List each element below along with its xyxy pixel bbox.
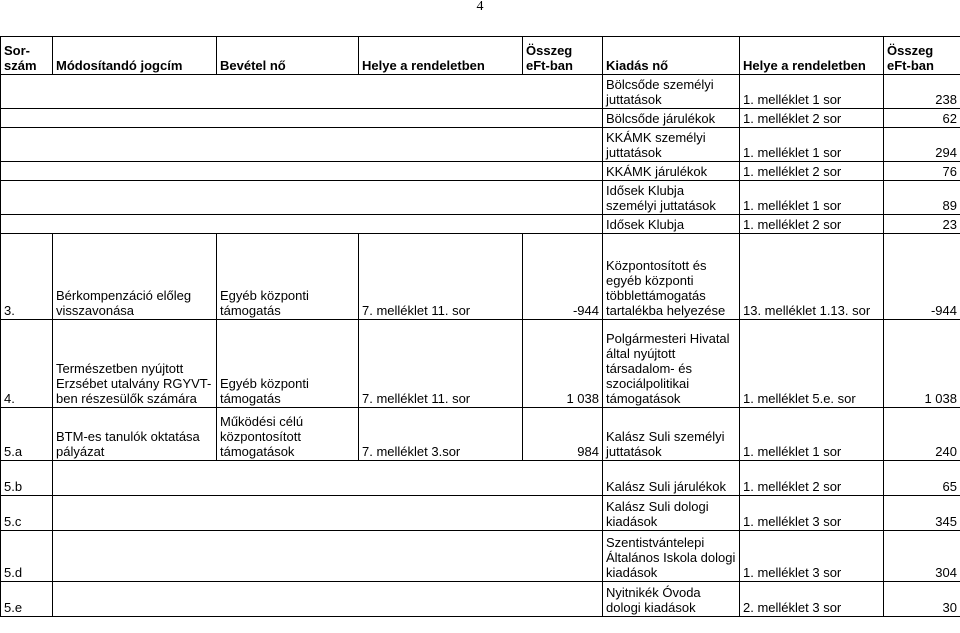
kiadas-cell: Bölcsőde személyi juttatások [603, 75, 740, 109]
table-row [1, 128, 960, 162]
header-helye-kiadas: Helye a rendeletben [740, 37, 884, 75]
sorszam-cell: 5.d [1, 531, 53, 582]
budget-modification-table [0, 36, 960, 617]
helye-cell: 7. melléklet 3.sor [359, 408, 523, 461]
helye-cell: 1. melléklet 2 sor [740, 109, 884, 128]
helye-cell: 1. melléklet 3 sor [740, 531, 884, 582]
osszeg-cell: 1 038 [884, 320, 960, 408]
osszeg-cell: 1 038 [523, 320, 603, 408]
helye-cell: 1. melléklet 1 sor [740, 75, 884, 109]
kiadas-cell: Kalász Suli járulékok [603, 461, 740, 496]
kiadas-cell: Kalász Suli dologi kiadások [603, 496, 740, 531]
osszeg-cell: 76 [884, 162, 960, 181]
table-row [1, 162, 960, 181]
sorszam-cell: 5.b [1, 461, 53, 496]
header-osszeg-kiadas: Összeg eFt-ban [884, 37, 960, 75]
helye-cell: 1. melléklet 1 sor [740, 408, 884, 461]
header-bevetel: Bevétel nő [217, 37, 359, 75]
table-row [1, 531, 960, 582]
osszeg-cell: 345 [884, 496, 960, 531]
empty-cell [1, 128, 603, 162]
sorszam-cell: 5.c [1, 496, 53, 531]
helye-cell: 1. melléklet 2 sor [740, 461, 884, 496]
kiadas-cell: Idősek Klubja [603, 215, 740, 234]
kiadas-cell: Idősek Klubja személyi juttatások [603, 181, 740, 215]
osszeg-cell: 294 [884, 128, 960, 162]
empty-cell [53, 496, 603, 531]
helye-cell: 7. melléklet 11. sor [359, 234, 523, 320]
bevetel-cell: Működési célú központosított támogatások [217, 408, 359, 461]
osszeg-cell: -944 [523, 234, 603, 320]
jogcim-cell: Bérkompenzáció előleg visszavonása [53, 234, 217, 320]
osszeg-cell: 89 [884, 181, 960, 215]
empty-cell [1, 181, 603, 215]
table-row [1, 215, 960, 234]
helye-cell: 1. melléklet 2 sor [740, 215, 884, 234]
empty-cell [53, 582, 603, 617]
sorszam-cell: 5.a [1, 408, 53, 461]
osszeg-cell: 30 [884, 582, 960, 617]
kiadas-cell: KKÁMK járulékok [603, 162, 740, 181]
table-row [1, 320, 960, 408]
empty-cell [53, 461, 603, 496]
kiadas-cell: KKÁMK személyi juttatások [603, 128, 740, 162]
kiadas-cell: Kalász Suli személyi juttatások [603, 408, 740, 461]
osszeg-cell: 240 [884, 408, 960, 461]
header-kiadas: Kiadás nő [603, 37, 740, 75]
helye-cell: 1. melléklet 5.e. sor [740, 320, 884, 408]
helye-cell: 1. melléklet 3 sor [740, 496, 884, 531]
kiadas-cell: Polgármesteri Hivatal által nyújtott társadalom- és szociálpolitikai támogatások [603, 320, 740, 408]
empty-cell [1, 109, 603, 128]
kiadas-cell: Nyitnikék Óvoda dologi kiadások [603, 582, 740, 617]
kiadas-cell: Szentistvántelepi Általános Iskola dologi kiadások [603, 531, 740, 582]
table-row [1, 582, 960, 617]
helye-cell: 1. melléklet 2 sor [740, 162, 884, 181]
osszeg-cell: 304 [884, 531, 960, 582]
table-row [1, 234, 960, 320]
empty-cell [1, 75, 603, 109]
header-row [1, 37, 960, 75]
jogcim-cell: Természetben nyújtott Erzsébet utalvány RGYVT-ben részesülők számára [53, 320, 217, 408]
empty-cell [1, 162, 603, 181]
helye-cell: 13. melléklet 1.13. sor [740, 234, 884, 320]
table-row [1, 461, 960, 496]
helye-cell: 2. melléklet 3 sor [740, 582, 884, 617]
osszeg-cell: -944 [884, 234, 960, 320]
bevetel-cell: Egyéb központi támogatás [217, 320, 359, 408]
table-row [1, 181, 960, 215]
osszeg-cell: 62 [884, 109, 960, 128]
empty-cell [1, 215, 603, 234]
osszeg-cell: 238 [884, 75, 960, 109]
sorszam-cell: 3. [1, 234, 53, 320]
kiadas-cell: Bölcsőde járulékok [603, 109, 740, 128]
helye-cell: 7. melléklet 11. sor [359, 320, 523, 408]
bevetel-cell: Egyéb központi támogatás [217, 234, 359, 320]
header-helye-bevetel: Helye a rendeletben [359, 37, 523, 75]
empty-cell [53, 531, 603, 582]
osszeg-cell: 984 [523, 408, 603, 461]
header-sorszam: Sor-szám [1, 37, 53, 75]
kiadas-cell: Központosított és egyéb központi többlettámogatás tartalékba helyezése [603, 234, 740, 320]
table-row [1, 496, 960, 531]
helye-cell: 1. melléklet 1 sor [740, 181, 884, 215]
jogcim-cell: BTM-es tanulók oktatása pályázat [53, 408, 217, 461]
table-row [1, 75, 960, 109]
table-row [1, 109, 960, 128]
table-row [1, 408, 960, 461]
helye-cell: 1. melléklet 1 sor [740, 128, 884, 162]
osszeg-cell: 65 [884, 461, 960, 496]
osszeg-cell: 23 [884, 215, 960, 234]
page-number: 4 [476, 0, 484, 14]
header-jogcim: Módosítandó jogcím [53, 37, 217, 75]
header-osszeg-bevetel: Összeg eFt-ban [523, 37, 603, 75]
sorszam-cell: 5.e [1, 582, 53, 617]
sorszam-cell: 4. [1, 320, 53, 408]
